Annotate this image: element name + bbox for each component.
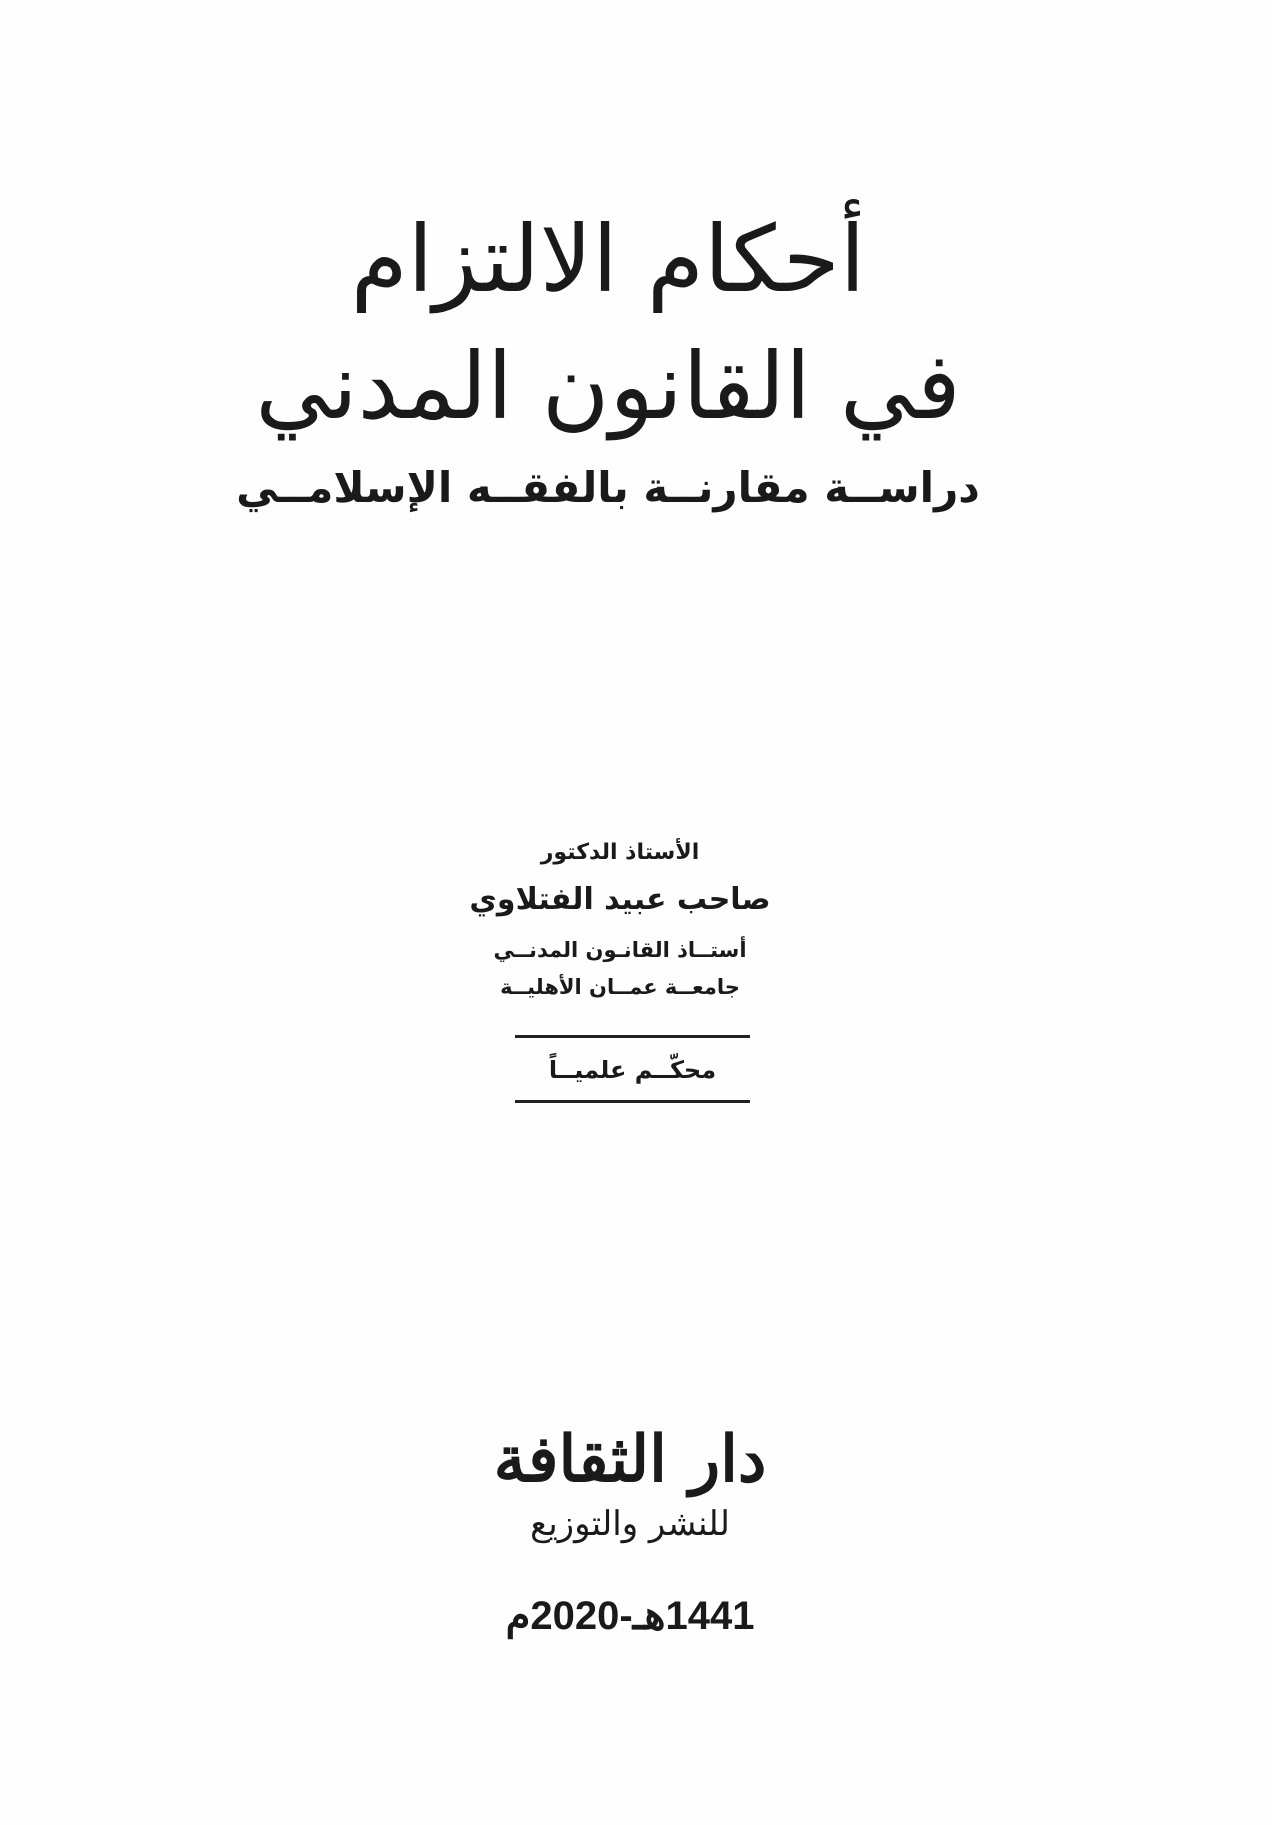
book-title-line-1: أحكام الالتزام — [350, 206, 866, 313]
publication-date: 1441هـ-2020م — [505, 1594, 755, 1638]
publisher-tagline: للنشر والتوزيع — [530, 1504, 730, 1544]
book-title-line-2: في القانون المدني — [255, 333, 961, 440]
publisher-logo — [480, 1420, 780, 1544]
author-role: أستــاذ القانـون المدنــي — [493, 938, 747, 962]
author-university: جامعــة عمــان الأهليــة — [500, 975, 740, 999]
publisher-name: دار الثقافة — [493, 1422, 767, 1497]
author-academic-title: الأستاذ الدكتور — [540, 840, 700, 865]
author-name: صاحب عبيد الفتلاوي — [469, 882, 771, 917]
peer-review-bottom-rule — [515, 1100, 750, 1103]
peer-review-top-rule — [515, 1035, 750, 1038]
peer-review-label: محكّــم علميــاً — [548, 1056, 717, 1084]
book-subtitle: دراســة مقارنــة بالفقــه الإسلامــي — [236, 463, 980, 512]
